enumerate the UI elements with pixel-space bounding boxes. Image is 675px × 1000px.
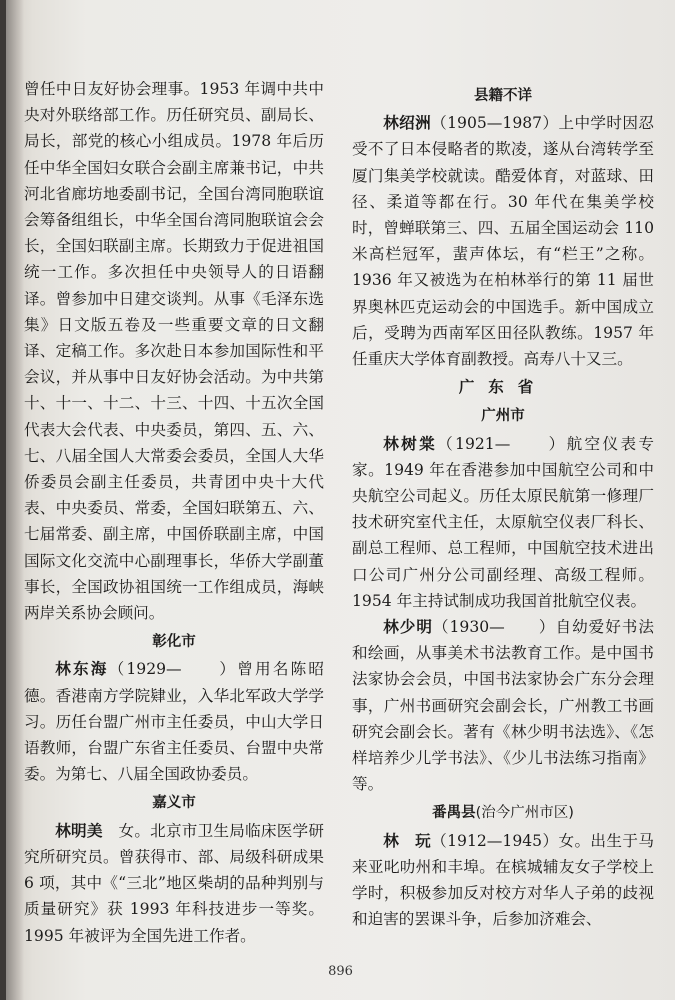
entry-name: 林绍洲 xyxy=(383,114,432,133)
entry-lin-wan xyxy=(352,828,654,933)
continuation-paragraph: 曾任中日友好协会理事。1953 年调中共中央对外联络部工作。历任研究员、副局长、局长，部党的核心小组成员。1978 年后历任中华全国妇女联合会副主席兼书记，中共河北省廊坊地委副书记，全国台湾同胞联谊会筹备组组长，中华全国台湾同胞联谊会会长，全国妇联副主席。长期致力于促进祖国统一工作。多次担任中央领导人的日语翻译。曾参加中日建交谈判。从事《毛泽东选集》日文版五卷及一些重要文章的日文翻译、定稿工作。多次赴日本参加国际性和平会议，并从事中日友好协会活动。为中共第十、十一、十二、十三、十四、十五次全国代表大会代表、中央委员，第四、五、六、七、八届全国人大常委会委员，全国人大华侨委员会副主任委员，共青团中央十大代表、中央委员、常委，全国妇联第五、六、七届常委、副主席，中国侨联副主席，中国国际文化交流中心副理事长，华侨大学副董事长，全国政协祖国统一工作组成员，海峡两岸关系协会顾问。 xyxy=(24,80,324,623)
section-heading-unknown-county: 县籍不详 xyxy=(474,88,532,104)
entry-text: 女。北京市卫生局临床医学研究所研究员。曾获得市、部、局级科研成果 6 项，其中《“三北”地区柴胡的品种判别与质量研究》获 1993 年科技进步一等奖。1995 年被评为全国先进工作者。 xyxy=(24,821,324,945)
left-column xyxy=(24,76,324,949)
entry-lin-shaoming xyxy=(352,614,654,797)
entry-lin-donghai xyxy=(24,656,324,787)
entry-years: （1929— ） xyxy=(108,660,238,679)
page-number: 896 xyxy=(328,964,353,979)
entry-years: （1905—1987） xyxy=(431,114,559,133)
entry-name: 林东海 xyxy=(55,660,109,679)
entry-years: （1930— ） xyxy=(432,618,556,637)
entry-text: 女。出生于马来亚叱叻州和丰埠。在槟城辅友女子学校上学时，积极参加反对校方对华人子弟的歧视和迫害的罢课斗争，后参加济难会、 xyxy=(352,831,654,929)
page-spine-shadow xyxy=(6,0,24,1000)
province-heading: 广东省 xyxy=(458,378,548,397)
entry-name: 林明美 xyxy=(55,821,103,840)
section-heading-note: (治今广州市区) xyxy=(475,805,574,822)
entry-years: （1912—1945） xyxy=(431,831,559,850)
entry-text: 上中学时因忍受不了日本侵略者的欺凌，遂从台湾转学至厦门集美学校就读。酷爱体育，对蓝球、田径、柔道等都在行。30 年代在集美学校时，曾蝉联第三、四、五届全国运动会 110 米高栏冠军，蜚声体坛，有“栏王”之称。1936 年又被选为在柏林举行的第 11 届世界奥林匹克运动会的中国选手。新中国成立后，受聘为西南军区田径队教练。1957 年任重庆大学体育副教授。高寿八十又三。 xyxy=(352,114,654,369)
entry-name: 林少明 xyxy=(383,618,433,637)
entry-years: （1921— ） xyxy=(437,434,567,453)
book-page xyxy=(6,0,675,1000)
entry-name: 林树棠 xyxy=(383,434,438,453)
entry-lin-shaozhou xyxy=(352,110,654,372)
entry-name: 林 玩 xyxy=(383,831,432,850)
section-heading-label: 番禺县 xyxy=(432,805,476,822)
entry-text: 航空仪表专家。1949 年在香港参加中国航空公司和中央航空公司起义。历任太原民航第一修理厂技术研究室代主任，太原航空仪表厂科长、副总工程师、总工程师，中国航空技术进出口公司广州分公司副经理、高级工程师。1954 年主持试制成功我国首批航空仪表。 xyxy=(352,434,654,610)
right-column xyxy=(352,80,654,933)
entry-text: 曾用名陈昭德。香港南方学院肄业，入华北军政大学学习。历任台盟广州市主任委员，中山大学日语教师，台盟广东省主任委员、台盟中央常委。为第七、八届全国政协委员。 xyxy=(24,660,324,784)
entry-lin-shutang xyxy=(352,431,654,614)
entry-text: 自幼爱好书法和绘画，从事美术书法教育工作。是中国书法家协会会员，中国书法家协会广东分会理事，广州书画研究会副会长，广州教工书画研究会副会长。著有《林少明书法选》、《怎样培养少儿学书法》、《少儿书法练习指南》等。 xyxy=(352,618,654,794)
section-heading-zhanghua: 彰化市 xyxy=(152,634,196,651)
entry-lin-mingmei xyxy=(24,818,324,949)
section-heading-jiayi: 嘉义市 xyxy=(152,795,196,812)
section-heading-panyu xyxy=(352,800,654,826)
section-heading-guangzhou: 广州市 xyxy=(481,408,525,425)
